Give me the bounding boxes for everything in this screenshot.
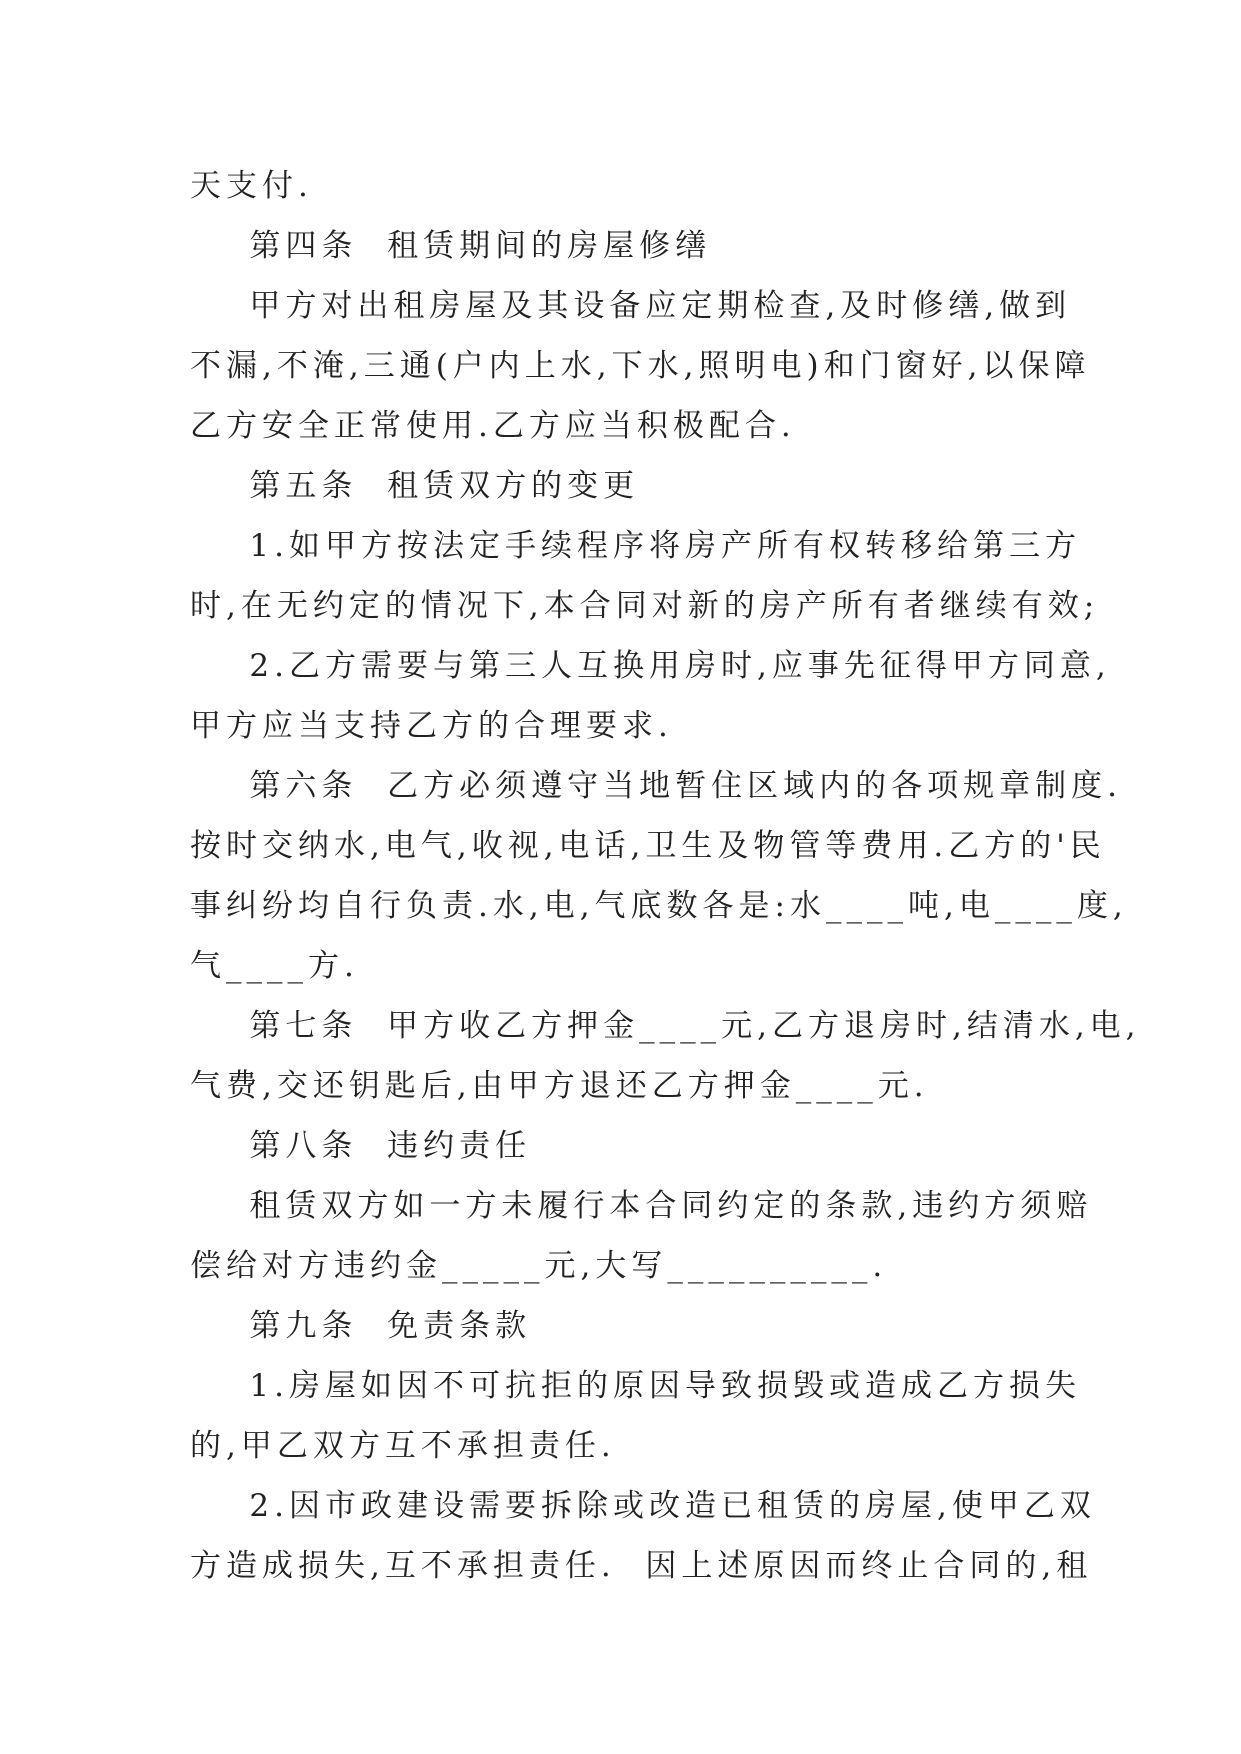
text-line: 偿给对方违约金_____元,大写__________. (190, 1248, 888, 1284)
text-line: 租赁双方如一方未履行本合同约定的条款,违约方须赔 (190, 1188, 1093, 1224)
text-line: 时,在无约定的情况下,本合同对新的房产所有者继续有效; (190, 588, 1100, 624)
text-line: 气____方. (190, 948, 359, 984)
article-5-heading: 第五条 租赁双方的变更 (190, 468, 640, 504)
text-line: 不漏,不淹,三通(户内上水,下水,照明电)和门窗好,以保障 (190, 348, 1091, 384)
text-line: 事纠纷均自行负责.水,电,气底数各是:水____吨,电____度, (190, 888, 1128, 924)
article-7-line: 第七条 甲方收乙方押金____元,乙方退房时,结清水,电, (190, 1008, 1141, 1044)
text-line: 天支付. (190, 168, 313, 204)
text-line: 气费,交还钥匙后,由甲方退还乙方押金____元. (190, 1068, 929, 1104)
text-line: 1.房屋如因不可抗拒的原因导致损毁或造成乙方损失 (190, 1368, 1081, 1404)
text-line: 按时交纳水,电气,收视,电话,卫生及物管等费用.乙方的'民 (190, 828, 1106, 864)
text-line: 甲方应当支持乙方的合理要求. (190, 708, 673, 744)
text-line: 2.乙方需要与第三人互换用房时,应事先征得甲方同意, (190, 648, 1111, 684)
text-line: 1.如甲方按法定手续程序将房产所有权转移给第三方 (190, 528, 1081, 564)
text-line: 方造成损失,互不承担责任. 因上述原因而终止合同的,租 (190, 1548, 1093, 1584)
article-8-heading: 第八条 违约责任 (190, 1128, 532, 1164)
article-9-heading: 第九条 免责条款 (190, 1308, 532, 1344)
contract-text (190, 156, 1141, 1596)
text-line: 2.因市政建设需要拆除或改造已租赁的房屋,使甲乙双 (190, 1488, 1096, 1524)
text-line: 乙方安全正常使用.乙方应当积极配合. (190, 408, 796, 444)
text-line: 甲方对出租房屋及其设备应定期检查,及时修缮,做到 (190, 288, 1072, 324)
article-6-line: 第六条 乙方必须遵守当地暂住区域内的各项规章制度. (190, 768, 1122, 804)
article-4-heading: 第四条 租赁期间的房屋修缮 (190, 228, 712, 264)
text-line: 的,甲乙双方互不承担责任. (190, 1428, 616, 1464)
